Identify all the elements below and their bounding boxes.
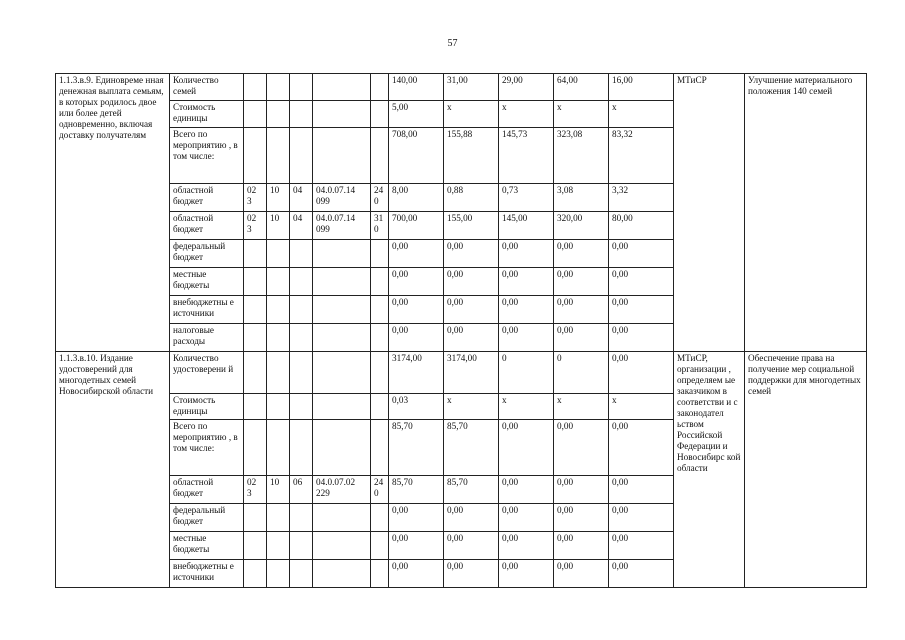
value-y1: 0,00 bbox=[444, 324, 499, 352]
code-csr bbox=[313, 560, 371, 588]
value-y2: x bbox=[499, 394, 554, 420]
value-y1: 0,00 bbox=[444, 296, 499, 324]
code-csr: 04.0.07.02 229 bbox=[313, 476, 371, 504]
code-pr bbox=[290, 240, 313, 268]
row-label: федеральный бюджет bbox=[170, 240, 244, 268]
code-rz bbox=[267, 420, 290, 476]
value-total: 0,00 bbox=[389, 268, 444, 296]
code-pr bbox=[290, 324, 313, 352]
row-label: внебюджетны е источники bbox=[170, 560, 244, 588]
value-y2: 0,00 bbox=[499, 560, 554, 588]
value-total: 85,70 bbox=[389, 420, 444, 476]
value-y2: 0,00 bbox=[499, 476, 554, 504]
code-grbs bbox=[244, 268, 267, 296]
value-y3: 0 bbox=[554, 352, 609, 394]
table-row bbox=[56, 74, 867, 101]
value-total: 0,00 bbox=[389, 296, 444, 324]
code-rz bbox=[267, 101, 290, 128]
code-grbs bbox=[244, 352, 267, 394]
code-grbs bbox=[244, 420, 267, 476]
value-y3: 0,00 bbox=[554, 532, 609, 560]
code-rz bbox=[267, 240, 290, 268]
code-rz bbox=[267, 296, 290, 324]
value-y2: 0,00 bbox=[499, 240, 554, 268]
value-y3: 0,00 bbox=[554, 420, 609, 476]
code-rz: 10 bbox=[267, 212, 290, 240]
code-pr bbox=[290, 128, 313, 184]
program-activities-table bbox=[55, 73, 867, 588]
code-vr bbox=[371, 74, 389, 101]
value-total: 0,00 bbox=[389, 240, 444, 268]
value-y4: 0,00 bbox=[609, 296, 674, 324]
value-y3: x bbox=[554, 394, 609, 420]
code-rz bbox=[267, 394, 290, 420]
code-csr bbox=[313, 268, 371, 296]
value-y2: 0,00 bbox=[499, 420, 554, 476]
value-y1: 85,70 bbox=[444, 420, 499, 476]
value-y1: 3174,00 bbox=[444, 352, 499, 394]
value-y2: 145,00 bbox=[499, 212, 554, 240]
code-vr bbox=[371, 504, 389, 532]
table-body bbox=[56, 74, 867, 588]
code-vr bbox=[371, 420, 389, 476]
code-pr bbox=[290, 268, 313, 296]
value-y4: 0,00 bbox=[609, 240, 674, 268]
value-y4: 83,32 bbox=[609, 128, 674, 184]
value-y1: x bbox=[444, 101, 499, 128]
value-total: 8,00 bbox=[389, 184, 444, 212]
value-y3: 0,00 bbox=[554, 476, 609, 504]
code-grbs: 02 3 bbox=[244, 184, 267, 212]
value-y4: 0,00 bbox=[609, 504, 674, 532]
code-pr bbox=[290, 296, 313, 324]
code-grbs bbox=[244, 324, 267, 352]
value-y4: 0,00 bbox=[609, 532, 674, 560]
code-grbs: 02 3 bbox=[244, 212, 267, 240]
value-y3: 3,08 bbox=[554, 184, 609, 212]
row-label: налоговые расходы bbox=[170, 324, 244, 352]
code-pr bbox=[290, 420, 313, 476]
row-label: областной бюджет bbox=[170, 212, 244, 240]
value-total: 0,00 bbox=[389, 560, 444, 588]
value-total: 708,00 bbox=[389, 128, 444, 184]
code-csr bbox=[313, 504, 371, 532]
code-pr bbox=[290, 532, 313, 560]
value-y2: 0 bbox=[499, 352, 554, 394]
row-label: областной бюджет bbox=[170, 476, 244, 504]
row-label: федеральный бюджет bbox=[170, 504, 244, 532]
value-y1: x bbox=[444, 394, 499, 420]
value-y1: 31,00 bbox=[444, 74, 499, 101]
code-vr: 24 0 bbox=[371, 476, 389, 504]
row-label: областной бюджет bbox=[170, 184, 244, 212]
code-grbs bbox=[244, 74, 267, 101]
expected-result: Обеспечение права на получение мер социальной поддержки для многодетных семей bbox=[745, 352, 867, 588]
value-y4: x bbox=[609, 394, 674, 420]
code-csr bbox=[313, 101, 371, 128]
value-y2: 0,00 bbox=[499, 532, 554, 560]
value-y3: 0,00 bbox=[554, 240, 609, 268]
value-total: 700,00 bbox=[389, 212, 444, 240]
row-label: местные бюджеты bbox=[170, 532, 244, 560]
value-y3: 323,08 bbox=[554, 128, 609, 184]
value-total: 3174,00 bbox=[389, 352, 444, 394]
code-rz bbox=[267, 352, 290, 394]
value-y3: 0,00 bbox=[554, 324, 609, 352]
value-y4: x bbox=[609, 101, 674, 128]
code-vr bbox=[371, 560, 389, 588]
value-y4: 0,00 bbox=[609, 476, 674, 504]
value-y3: 0,00 bbox=[554, 504, 609, 532]
code-pr bbox=[290, 74, 313, 101]
code-pr bbox=[290, 352, 313, 394]
code-csr bbox=[313, 394, 371, 420]
row-label: Количество удостоверени й bbox=[170, 352, 244, 394]
code-grbs bbox=[244, 504, 267, 532]
value-total: 0,00 bbox=[389, 324, 444, 352]
code-grbs: 02 3 bbox=[244, 476, 267, 504]
row-label: внебюджетны е источники bbox=[170, 296, 244, 324]
value-y1: 0,00 bbox=[444, 268, 499, 296]
row-label: Стоимость единицы bbox=[170, 394, 244, 420]
code-csr bbox=[313, 420, 371, 476]
value-y1: 85,70 bbox=[444, 476, 499, 504]
code-vr bbox=[371, 101, 389, 128]
code-csr: 04.0.07.14 099 bbox=[313, 212, 371, 240]
value-y2: 0,00 bbox=[499, 504, 554, 532]
executor: МТиСР, организации , определяем ые заказчиком в соответстви и с законодател ьством Российской Федерации и Новосибирс кой области bbox=[674, 352, 745, 588]
value-total: 0,03 bbox=[389, 394, 444, 420]
code-vr bbox=[371, 324, 389, 352]
value-y1: 0,00 bbox=[444, 560, 499, 588]
code-csr bbox=[313, 532, 371, 560]
code-grbs bbox=[244, 128, 267, 184]
value-y1: 155,00 bbox=[444, 212, 499, 240]
code-vr: 31 0 bbox=[371, 212, 389, 240]
code-pr bbox=[290, 504, 313, 532]
value-y2: 0,00 bbox=[499, 296, 554, 324]
value-y2: x bbox=[499, 101, 554, 128]
code-csr bbox=[313, 324, 371, 352]
value-y2: 0,00 bbox=[499, 268, 554, 296]
value-y4: 0,00 bbox=[609, 560, 674, 588]
code-csr: 04.0.07.14 099 bbox=[313, 184, 371, 212]
code-vr bbox=[371, 352, 389, 394]
value-y3: 320,00 bbox=[554, 212, 609, 240]
code-grbs bbox=[244, 560, 267, 588]
value-total: 0,00 bbox=[389, 532, 444, 560]
code-grbs bbox=[244, 101, 267, 128]
value-y1: 0,88 bbox=[444, 184, 499, 212]
value-y1: 155,88 bbox=[444, 128, 499, 184]
executor: МТиСР bbox=[674, 74, 745, 352]
value-total: 5,00 bbox=[389, 101, 444, 128]
code-vr bbox=[371, 532, 389, 560]
code-grbs bbox=[244, 532, 267, 560]
code-vr bbox=[371, 268, 389, 296]
activity-title: 1.1.3.в.9. Единовреме нная денежная выплата семьям, в которых родилось двое или более детей одновременно, включая доставку получателям bbox=[56, 74, 170, 352]
code-rz bbox=[267, 560, 290, 588]
value-y3: 64,00 bbox=[554, 74, 609, 101]
code-rz bbox=[267, 74, 290, 101]
value-y1: 0,00 bbox=[444, 504, 499, 532]
expected-result: Улучшение материального положения 140 семей bbox=[745, 74, 867, 352]
code-rz bbox=[267, 504, 290, 532]
value-y4: 3,32 bbox=[609, 184, 674, 212]
code-rz bbox=[267, 324, 290, 352]
code-rz bbox=[267, 128, 290, 184]
code-grbs bbox=[244, 296, 267, 324]
code-pr: 04 bbox=[290, 212, 313, 240]
code-vr bbox=[371, 394, 389, 420]
row-label: Всего по мероприятию , в том числе: bbox=[170, 420, 244, 476]
value-y3: 0,00 bbox=[554, 560, 609, 588]
value-total: 140,00 bbox=[389, 74, 444, 101]
value-y2: 145,73 bbox=[499, 128, 554, 184]
value-y4: 16,00 bbox=[609, 74, 674, 101]
code-csr bbox=[313, 128, 371, 184]
code-pr bbox=[290, 560, 313, 588]
code-rz: 10 bbox=[267, 184, 290, 212]
row-label: Количество семей bbox=[170, 74, 244, 101]
code-rz bbox=[267, 532, 290, 560]
row-label: Всего по мероприятию , в том числе: bbox=[170, 128, 244, 184]
code-pr: 06 bbox=[290, 476, 313, 504]
value-y4: 0,00 bbox=[609, 268, 674, 296]
code-csr bbox=[313, 296, 371, 324]
value-total: 85,70 bbox=[389, 476, 444, 504]
value-y1: 0,00 bbox=[444, 240, 499, 268]
page-number: 57 bbox=[447, 38, 458, 49]
value-y1: 0,00 bbox=[444, 532, 499, 560]
value-y2: 0,73 bbox=[499, 184, 554, 212]
code-pr: 04 bbox=[290, 184, 313, 212]
code-grbs bbox=[244, 394, 267, 420]
value-y4: 0,00 bbox=[609, 352, 674, 394]
code-grbs bbox=[244, 240, 267, 268]
value-y2: 29,00 bbox=[499, 74, 554, 101]
value-total: 0,00 bbox=[389, 504, 444, 532]
code-pr bbox=[290, 394, 313, 420]
code-rz bbox=[267, 268, 290, 296]
row-label: местные бюджеты bbox=[170, 268, 244, 296]
value-y4: 80,00 bbox=[609, 212, 674, 240]
code-vr: 24 0 bbox=[371, 184, 389, 212]
code-pr bbox=[290, 101, 313, 128]
code-rz: 10 bbox=[267, 476, 290, 504]
value-y3: x bbox=[554, 101, 609, 128]
activity-title: 1.1.3.в.10. Издание удостоверений для многодетных семей Новосибирской области bbox=[56, 352, 170, 588]
code-vr bbox=[371, 296, 389, 324]
row-label: Стоимость единицы bbox=[170, 101, 244, 128]
value-y3: 0,00 bbox=[554, 296, 609, 324]
value-y4: 0,00 bbox=[609, 420, 674, 476]
code-vr bbox=[371, 240, 389, 268]
code-csr bbox=[313, 240, 371, 268]
value-y2: 0,00 bbox=[499, 324, 554, 352]
code-csr bbox=[313, 352, 371, 394]
table-row bbox=[56, 352, 867, 394]
value-y4: 0,00 bbox=[609, 324, 674, 352]
code-vr bbox=[371, 128, 389, 184]
value-y3: 0,00 bbox=[554, 268, 609, 296]
code-csr bbox=[313, 74, 371, 101]
